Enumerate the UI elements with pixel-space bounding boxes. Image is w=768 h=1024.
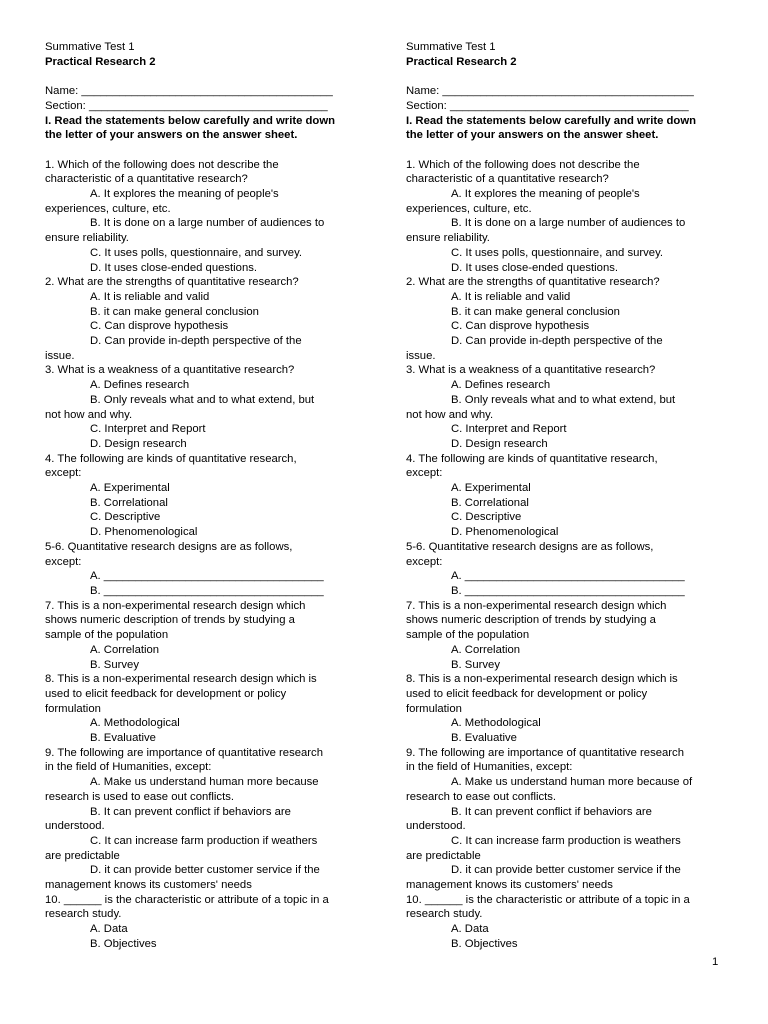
question-text-line: in the field of Humanities, except:: [406, 761, 573, 774]
question-text-line: 8. This is a non-experimental research design which is: [406, 673, 678, 686]
answer-option-line: C. Can disprove hypothesis: [90, 320, 229, 333]
answer-option-line: A. Data: [90, 923, 128, 936]
question-text-line: not how and why.: [45, 408, 133, 421]
name-field-label: Name: ________________________________________: [45, 85, 333, 98]
answer-option-line: A. Data: [451, 923, 489, 936]
question-text-line: 1. Which of the following does not describe the: [406, 158, 640, 171]
answer-option-line: B. Objectives: [451, 937, 518, 950]
answer-option-line: D. it can provide better customer service if the: [90, 864, 320, 877]
spacer: [45, 143, 367, 158]
answer-option-line: A. ___________________________________: [451, 570, 685, 583]
answer-option-line: B. Evaluative: [451, 732, 517, 745]
answer-option-line: A. It is reliable and valid: [90, 290, 210, 303]
question-text-line: issue.: [45, 349, 75, 362]
question-text-line: understood.: [406, 820, 466, 833]
answer-option-line: A. Defines research: [451, 379, 551, 392]
question-text-line: shows numeric description of trends by studying a: [45, 614, 295, 627]
answer-option-line: A. Defines research: [90, 379, 190, 392]
page-number: 1: [712, 956, 719, 968]
question-text-line: sample of the population: [406, 629, 530, 642]
answer-option-line: B. It can prevent conflict if behaviors are: [90, 805, 291, 818]
question-text-line: 5-6. Quantitative research designs are as follows,: [406, 540, 654, 553]
question-text-line: research study.: [45, 908, 122, 921]
question-text-line: 4. The following are kinds of quantitative research,: [406, 452, 658, 465]
question-text-line: formulation: [45, 702, 101, 715]
question-text-line: 7. This is a non-experimental research design which: [45, 599, 306, 612]
question-text-line: sample of the population: [45, 629, 169, 642]
question-text-line: used to elicit feedback for development or policy: [45, 687, 287, 700]
question-text-line: are predictable: [406, 849, 481, 862]
question-text-line: issue.: [406, 349, 436, 362]
instruction-line-2: the letter of your answers on the answer sheet.: [45, 129, 298, 142]
question-text-line: ensure reliability.: [406, 232, 490, 245]
answer-option-line: A. Make us understand human more because: [90, 776, 319, 789]
answer-option-line: D. Design research: [90, 437, 187, 450]
instruction-line-1: I. Read the statements below carefully and write down: [406, 114, 697, 127]
answer-option-line: D. It uses close-ended questions.: [451, 261, 619, 274]
question-text-line: except:: [45, 555, 82, 568]
question-text-line: 3. What is a weakness of a quantitative research?: [406, 364, 656, 377]
question-text-line: research is used to ease out conflicts.: [45, 790, 235, 803]
question-text-line: 2. What are the strengths of quantitative research?: [45, 276, 299, 289]
answer-option-line: A. Correlation: [451, 643, 521, 656]
question-text-line: 7. This is a non-experimental research design which: [406, 599, 667, 612]
section-field-label: Section: ______________________________________: [406, 99, 689, 112]
answer-option-line: B. Only reveals what and to what extend, but: [451, 393, 676, 406]
answer-option-line: A. Methodological: [451, 717, 541, 730]
question-text-line: used to elicit feedback for development or policy: [406, 687, 648, 700]
answer-option-line: B. it can make general conclusion: [90, 305, 259, 318]
answer-option-line: C. Can disprove hypothesis: [451, 320, 590, 333]
question-text-line: 10. ______ is the characteristic or attribute of a topic in a: [45, 893, 329, 906]
answer-option-line: C. It can increase farm production is weathers: [451, 834, 681, 847]
answer-option-line: A. Experimental: [451, 482, 531, 495]
question-text-line: 3. What is a weakness of a quantitative research?: [45, 364, 295, 377]
question-text-line: research to ease out conflicts.: [406, 790, 557, 803]
question-text-line: except:: [45, 467, 82, 480]
answer-option-line: B. Survey: [451, 658, 500, 671]
answer-option-line: D. Can provide in-depth perspective of the: [90, 335, 302, 348]
answer-option-line: B. Objectives: [90, 937, 157, 950]
test-column-right: [406, 40, 728, 952]
question-text-line: experiences, culture, etc.: [45, 202, 171, 215]
question-text-line: 5-6. Quantitative research designs are as follows,: [45, 540, 293, 553]
test-column-left: [45, 40, 367, 952]
answer-option-line: C. Interpret and Report: [90, 423, 206, 436]
answer-option-line: D. It uses close-ended questions.: [90, 261, 258, 274]
test-title: Summative Test 1: [45, 41, 135, 53]
subject-title: Practical Research 2: [406, 55, 517, 68]
answer-option-line: C. Descriptive: [451, 511, 522, 524]
question-text-line: formulation: [406, 702, 462, 715]
question-text-line: research study.: [406, 908, 483, 921]
question-text-line: experiences, culture, etc.: [406, 202, 532, 215]
answer-option-line: C. It uses polls, questionnaire, and survey.: [451, 246, 664, 259]
answer-option-line: D. Phenomenological: [451, 526, 559, 539]
answer-option-line: A. It explores the meaning of people's: [90, 188, 279, 200]
question-text-line: 10. ______ is the characteristic or attribute of a topic in a: [406, 893, 690, 906]
question-text-line: 8. This is a non-experimental research design which is: [45, 673, 317, 686]
question-text-line: management knows its customers' needs: [406, 879, 613, 892]
answer-option-line: A. It explores the meaning of people's: [451, 188, 640, 200]
name-field-label: Name: ________________________________________: [406, 85, 694, 98]
answer-option-line: D. it can provide better customer service if the: [451, 864, 681, 877]
spacer: [45, 69, 367, 84]
question-text-line: except:: [406, 467, 443, 480]
answer-option-line: C. Descriptive: [90, 511, 161, 524]
answer-option-line: B. It is done on a large number of audiences to: [451, 217, 686, 230]
answer-option-line: B. ___________________________________: [451, 584, 685, 597]
question-text-line: ensure reliability.: [45, 232, 129, 245]
instruction-line-1: I. Read the statements below carefully and write down: [45, 114, 336, 127]
answer-option-line: B. It is done on a large number of audiences to: [90, 217, 325, 230]
answer-option-line: C. It uses polls, questionnaire, and survey.: [90, 246, 303, 259]
section-field-label: Section: ______________________________________: [45, 99, 328, 112]
instruction-line-2: the letter of your answers on the answer sheet.: [406, 129, 659, 142]
answer-option-line: B. it can make general conclusion: [451, 305, 620, 318]
question-text-line: shows numeric description of trends by studying a: [406, 614, 656, 627]
question-list: [45, 158, 367, 952]
answer-option-line: A. Make us understand human more because of: [451, 776, 693, 789]
question-text-line: in the field of Humanities, except:: [45, 761, 212, 774]
question-text-line: 1. Which of the following does not describe the: [45, 158, 279, 171]
question-text-line: 2. What are the strengths of quantitative research?: [406, 276, 660, 289]
answer-option-line: A. Experimental: [90, 482, 170, 495]
answer-option-line: B. Only reveals what and to what extend, but: [90, 393, 315, 406]
question-text-line: management knows its customers' needs: [45, 879, 252, 892]
answer-option-line: B. It can prevent conflict if behaviors are: [451, 805, 652, 818]
answer-option-line: D. Can provide in-depth perspective of the: [451, 335, 663, 348]
answer-option-line: A. Correlation: [90, 643, 160, 656]
answer-option-line: B. ___________________________________: [90, 584, 324, 597]
answer-option-line: C. Interpret and Report: [451, 423, 567, 436]
question-text-line: 9. The following are importance of quantitative research: [406, 746, 684, 759]
question-text-line: except:: [406, 555, 443, 568]
spacer: [406, 69, 728, 84]
question-text-line: 4. The following are kinds of quantitative research,: [45, 452, 297, 465]
question-text-line: not how and why.: [406, 408, 494, 421]
question-text-line: characteristic of a quantitative research?: [45, 173, 248, 186]
answer-option-line: D. Design research: [451, 437, 548, 450]
answer-option-line: A. ___________________________________: [90, 570, 324, 583]
question-list: [406, 158, 728, 952]
question-text-line: understood.: [45, 820, 105, 833]
answer-option-line: B. Correlational: [90, 496, 168, 509]
test-title: Summative Test 1: [406, 41, 496, 53]
answer-option-line: C. It can increase farm production if weathers: [90, 834, 318, 847]
answer-option-line: B. Survey: [90, 658, 139, 671]
answer-option-line: A. Methodological: [90, 717, 180, 730]
answer-option-line: B. Evaluative: [90, 732, 156, 745]
subject-title: Practical Research 2: [45, 55, 156, 68]
answer-option-line: A. It is reliable and valid: [451, 290, 571, 303]
question-text-line: 9. The following are importance of quantitative research: [45, 746, 323, 759]
answer-option-line: B. Correlational: [451, 496, 529, 509]
answer-option-line: D. Phenomenological: [90, 526, 198, 539]
question-text-line: characteristic of a quantitative research?: [406, 173, 609, 186]
spacer: [406, 143, 728, 158]
question-text-line: are predictable: [45, 849, 120, 862]
